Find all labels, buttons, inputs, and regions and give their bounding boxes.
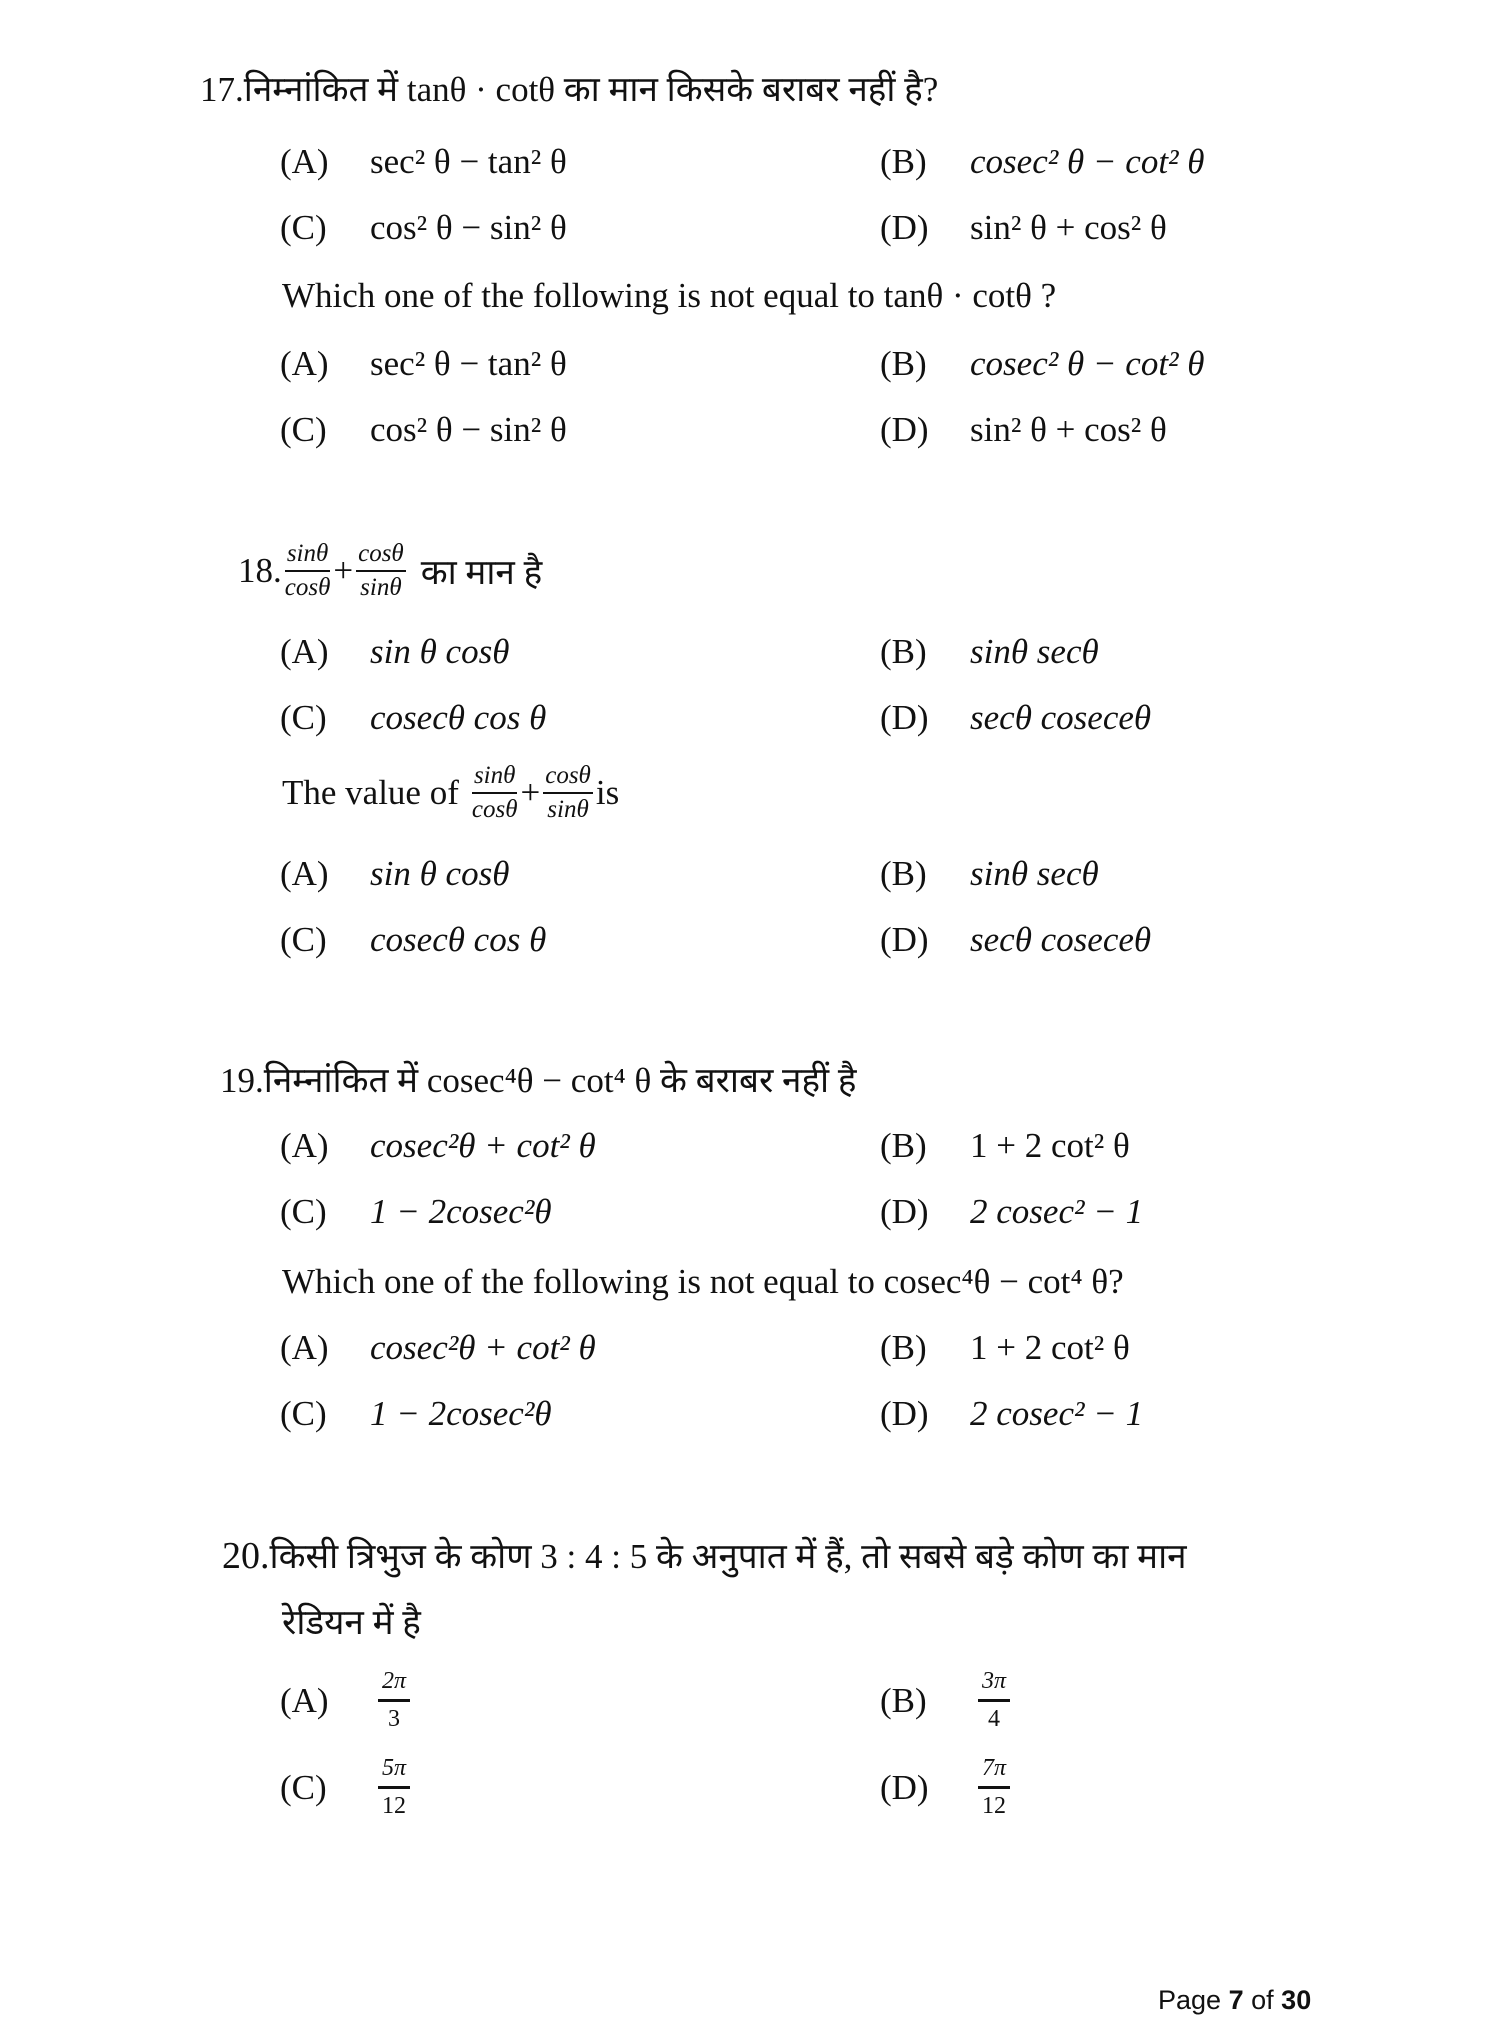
numerator: sinθ [285,540,330,572]
q18-en-option-d [880,920,1151,960]
option-label: (D) [880,698,929,737]
stem-text: का मान है [420,552,543,592]
option-label: (A) [280,1328,329,1367]
option-fraction [378,1668,410,1733]
total-pages: 30 [1281,1985,1312,2015]
q18-hi-option-d [880,698,1151,738]
option-label: (B) [880,344,927,383]
option-label: (D) [880,208,929,247]
q17-en-option-b [880,344,1204,384]
plus-sign: + [520,773,541,812]
q18-en-option-c [280,920,546,960]
q17-hi-option-a [280,142,567,182]
q20-option-d [880,1755,1010,1820]
option-label: (A) [280,1680,329,1720]
option-text: cosecθ cos θ [370,698,547,737]
q18-hi-option-b [880,632,1099,672]
denominator: cosθ [284,574,331,601]
denominator: sinθ [360,574,402,601]
q20-option-a [280,1668,410,1733]
option-label: (A) [280,854,329,893]
option-label: (A) [280,344,329,383]
option-text: sin θ cosθ [370,632,510,671]
denominator: sinθ [547,796,589,823]
option-label: (D) [880,1394,929,1433]
option-label: (D) [880,920,929,959]
question-number: 18. [238,551,282,590]
denominator: 12 [382,1793,407,1819]
option-text: cosecθ cos θ [370,920,547,959]
option-label: (C) [280,1767,327,1807]
option-text: 1 − 2cosec²θ [370,1394,552,1433]
option-label: (C) [280,208,327,247]
option-text: cosec²θ + cot² θ [370,1328,596,1367]
option-text: 1 + 2 cot² θ [970,1126,1130,1165]
option-fraction [378,1755,410,1820]
page-of: of [1251,1985,1274,2015]
q19-hi-option-a [280,1126,596,1166]
question-number: 20. [222,1535,270,1577]
q19-hi-option-d [880,1192,1143,1232]
option-label: (C) [280,698,327,737]
denominator: cosθ [471,796,518,823]
option-label: (C) [280,1394,327,1433]
q17-en-option-a [280,344,567,384]
numerator: 5π [378,1755,410,1789]
current-page: 7 [1228,1985,1244,2015]
option-text: 2 cosec² − 1 [970,1394,1144,1433]
question-20-hindi-stem [222,1532,1187,1579]
option-label: (C) [280,920,327,959]
option-text: sin θ cosθ [370,854,510,893]
question-number: 17. [200,70,244,109]
option-label: (A) [280,632,329,671]
q17-en-option-d [880,410,1167,450]
q19-en-option-a [280,1328,596,1368]
option-text: 2 cosec² − 1 [970,1192,1144,1231]
q18-hi-option-c [280,698,546,738]
option-text: sec² θ − tan² θ [370,344,567,383]
numerator: cosθ [356,540,406,572]
q18-en-option-a [280,854,509,894]
option-text: cosec² θ − cot² θ [970,344,1205,383]
option-text: secθ coseceθ [970,698,1152,737]
option-label: (C) [280,1192,327,1231]
option-text: 1 + 2 cot² θ [970,1328,1130,1367]
denominator: 4 [988,1706,1001,1732]
option-label: (B) [880,1126,927,1165]
option-label: (B) [880,854,927,893]
option-label: (B) [880,1680,927,1720]
option-fraction [978,1755,1010,1820]
option-text: cos² θ − sin² θ [370,410,567,449]
option-text: sinθ secθ [970,632,1099,671]
denominator: 3 [388,1706,401,1732]
fraction-cos-over-sin [543,762,593,824]
numerator: 7π [978,1755,1010,1789]
q19-hi-option-b [880,1126,1130,1166]
option-text: 1 − 2cosec²θ [370,1192,552,1231]
question-18-english-stem [282,762,619,824]
option-label: (A) [280,1126,329,1165]
stem-text: किसी त्रिभुज के कोण 3 : 4 : 5 के अनुपात में हैं, तो सबसे बड़े कोण का मान [269,1537,1187,1576]
numerator: 2π [378,1668,410,1702]
numerator: 3π [978,1668,1010,1702]
option-text: sin² θ + cos² θ [970,208,1167,247]
option-text: cos² θ − sin² θ [370,208,567,247]
page-indicator [1158,1985,1311,2016]
option-text: cosec²θ + cot² θ [370,1126,596,1165]
q20-option-c [280,1755,410,1820]
q20-option-b [880,1668,1010,1733]
stem-text: is [595,773,620,812]
q18-hi-option-a [280,632,509,672]
fraction-sin-over-cos [472,762,518,824]
page-prefix: Page [1158,1985,1222,2015]
question-18-hindi-stem [238,540,542,602]
option-text: sin² θ + cos² θ [970,410,1167,449]
numerator: cosθ [543,762,593,794]
q18-en-option-b [880,854,1099,894]
q19-en-option-c [280,1394,552,1434]
question-17-hindi-stem [200,72,938,107]
question-17-english-stem: Which one of the following is not equal to tanθ · cotθ ? [282,276,1057,315]
option-label: (B) [880,142,927,181]
q19-hi-option-c [280,1192,552,1232]
option-text: cosec² θ − cot² θ [970,142,1205,181]
q17-en-option-c [280,410,567,450]
option-label: (B) [880,632,927,671]
q17-hi-option-d [880,208,1167,248]
q17-hi-option-c [280,208,567,248]
question-number: 19. [220,1061,264,1100]
option-text: secθ coseceθ [970,920,1152,959]
fraction-sin-over-cos [285,540,331,602]
option-label: (D) [880,1767,929,1807]
question-20-hindi-stem-line2: रेडियन में है [282,1603,421,1642]
stem-text: निम्नांकित में cosec⁴θ − cot⁴ θ के बराबर नहीं है [263,1061,857,1100]
option-label: (A) [280,142,329,181]
fraction-cos-over-sin [356,540,406,602]
stem-text: निम्नांकित में tanθ · cotθ का मान किसके बराबर नहीं है? [243,70,939,109]
stem-text: The value of [282,773,459,812]
option-label: (D) [880,410,929,449]
question-19-english-stem: Which one of the following is not equal to cosec⁴θ − cot⁴ θ? [282,1262,1124,1301]
plus-sign: + [333,551,354,590]
option-label: (D) [880,1192,929,1231]
q19-en-option-d [880,1394,1143,1434]
numerator: sinθ [472,762,517,794]
option-text: sec² θ − tan² θ [370,142,567,181]
denominator: 12 [982,1793,1007,1819]
question-19-hindi-stem [220,1056,856,1103]
q19-en-option-b [880,1328,1130,1368]
q17-hi-option-b [880,142,1204,182]
option-text: sinθ secθ [970,854,1099,893]
option-fraction [978,1668,1010,1733]
option-label: (B) [880,1328,927,1367]
option-label: (C) [280,410,327,449]
